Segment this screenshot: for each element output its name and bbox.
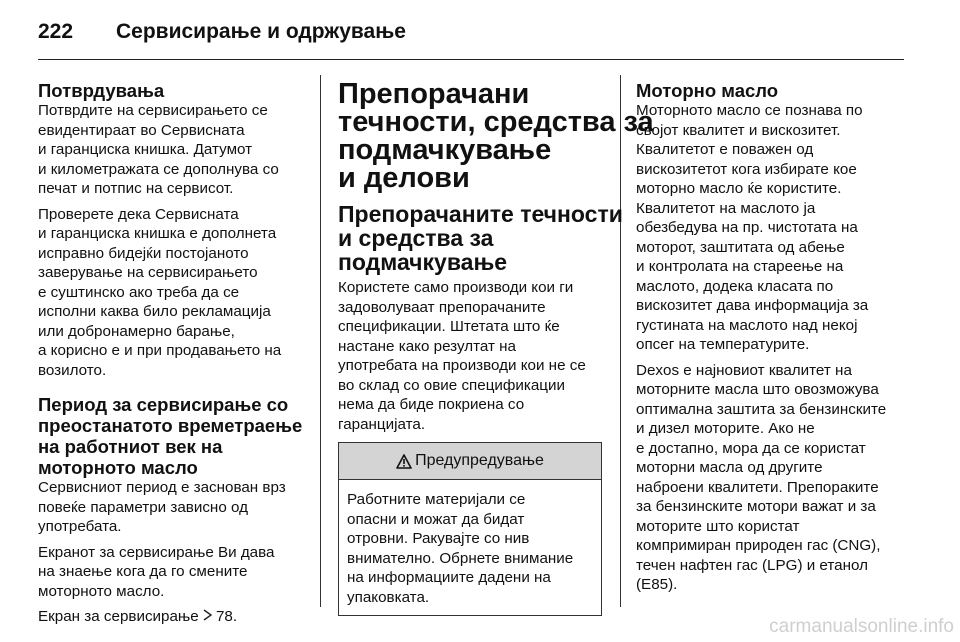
text-line: преостанатото времетраење xyxy=(38,415,303,436)
text-line: спецификации. Штетата што ќе xyxy=(338,318,560,335)
watermark: carmanualsonline.info xyxy=(769,616,954,637)
paragraph xyxy=(38,543,310,602)
text-line: и гаранциска книшка е дополнета xyxy=(38,225,277,242)
text-line: за бензинските мотори важат и за xyxy=(636,498,876,515)
text-line: и делови xyxy=(338,162,470,194)
text-line: возилото. xyxy=(38,361,107,379)
section-title-service-period xyxy=(38,394,310,478)
paragraph xyxy=(636,101,908,355)
text-line: исправно бидејќи постојаното xyxy=(38,244,249,262)
text-line: на работниот век на xyxy=(38,436,223,457)
text-line: моторот, заштитата од абење xyxy=(636,238,845,256)
text-line: моторното масло. xyxy=(38,582,165,600)
text-line: подмачкување xyxy=(338,134,552,166)
text-line: Користете само производи кои ги xyxy=(338,279,574,296)
text-line: маслото, додека класата по xyxy=(636,277,834,295)
reference-page-link[interactable]: 78. xyxy=(215,608,238,625)
paragraph xyxy=(38,205,310,381)
text-line: е достапно, мора да се користат xyxy=(636,439,866,457)
text-line: внимателно. Обрнете внимание xyxy=(347,549,574,567)
chapter-title: Сервисирање и одржување xyxy=(116,20,406,43)
text-line: настане како резултат на xyxy=(338,337,516,355)
text-line: Екранот за сервисирање Ви дава xyxy=(38,543,275,561)
header-rule xyxy=(38,59,904,60)
text-line: и средства за xyxy=(338,225,494,251)
text-line: Квалитетот на маслото ја xyxy=(636,199,816,217)
reference-text: Екран за сервисирање xyxy=(38,608,199,625)
reference-arrow-icon xyxy=(203,607,213,627)
warning-triangle-icon xyxy=(396,454,412,469)
text-line: евидентираат во Сервисната xyxy=(38,121,245,139)
text-line: Препорачани xyxy=(338,78,530,110)
column-divider xyxy=(320,75,321,607)
warning-title: Предупредување xyxy=(415,452,544,469)
text-line: е суштинско ако треба да се xyxy=(38,283,240,301)
text-line: течности, средства за xyxy=(338,106,654,138)
text-line: обезбедува на пр. чистотата на xyxy=(636,219,858,236)
text-line: или добронамерно барање, xyxy=(38,322,235,340)
text-line: Период за сервисирање со xyxy=(38,394,289,415)
column-right xyxy=(636,80,908,601)
text-line: опсег на температурите. xyxy=(636,336,810,353)
text-line: во склад со овие спецификации xyxy=(338,376,565,394)
text-line: својот квалитет и вискозитет. xyxy=(636,121,841,139)
text-line: и контролата на стареење на xyxy=(636,258,844,275)
text-line: наброени квалитети. Препораките xyxy=(636,478,879,496)
text-line: подмачкување xyxy=(338,249,508,275)
paragraph xyxy=(636,361,908,595)
text-line: (E85). xyxy=(636,576,678,593)
warning-box xyxy=(338,442,602,616)
text-line: употребата. xyxy=(38,518,122,535)
text-line: Квалитетот е поважен од xyxy=(636,141,814,158)
column-left xyxy=(38,80,310,633)
text-line: нема да биде покриена со xyxy=(338,396,525,413)
column-middle xyxy=(338,78,654,616)
warning-header xyxy=(339,443,601,480)
text-line: гаранцијата. xyxy=(338,415,426,433)
paragraph xyxy=(38,478,310,537)
warning-text xyxy=(347,490,593,607)
column-divider xyxy=(620,75,621,607)
text-line: Работните материјали се xyxy=(347,491,526,508)
text-line: моторното масло xyxy=(38,457,198,478)
text-line: Препорачаните течности xyxy=(338,201,623,227)
text-line: упаковката. xyxy=(347,588,430,606)
section-title-engine-oil: Моторно масло xyxy=(636,80,779,101)
text-line: на информациите дадени на xyxy=(347,569,551,586)
text-line: вискозитет дава информација за xyxy=(636,297,869,314)
subsection-title-fluids xyxy=(338,201,623,275)
text-line: вискозитетот кога избирате кое xyxy=(636,160,857,178)
text-line: повеќе параметри зависно од xyxy=(38,498,248,516)
text-line: на знаење кога да го смените xyxy=(38,563,248,580)
paragraph xyxy=(38,101,310,199)
text-line: исполни каква било рекламација xyxy=(38,303,271,320)
text-line: моторните масла што овозможува xyxy=(636,381,879,398)
text-line: моторите што користат xyxy=(636,517,800,535)
text-line: течен нафтен гас (LPG) и етанол xyxy=(636,556,868,574)
text-line: и километражата се дополнува со xyxy=(38,160,279,178)
text-line: и дизел моторите. Ако не xyxy=(636,420,815,437)
text-line: компримиран природен гас (CNG), xyxy=(636,537,881,554)
text-line: моторни масла од другите xyxy=(636,459,823,476)
text-line: отровни. Ракувајте со нив xyxy=(347,530,530,547)
text-line: заверување на сервисирањето xyxy=(38,264,258,281)
text-line: Моторното масло се познава по xyxy=(636,102,863,119)
section-title-recommended-fluids xyxy=(338,78,654,194)
paragraph-cross-reference xyxy=(38,607,310,627)
text-line: моторно масло ќе користите. xyxy=(636,180,842,197)
text-line: печат и потпис на сервисот. xyxy=(38,180,234,197)
text-line: опасни и можат да бидат xyxy=(347,510,525,528)
paragraph xyxy=(338,278,606,434)
text-line: Потврдите на сервисирањето се xyxy=(38,102,268,119)
page-number: 222 xyxy=(38,20,74,43)
text-line: задоволуваат препорачаните xyxy=(338,298,546,316)
text-line: Проверете дека Сервисната xyxy=(38,205,239,223)
section-title-confirmations: Потврдувања xyxy=(38,80,165,101)
warning-body xyxy=(339,480,601,615)
text-line: оптимална заштита за бензинските xyxy=(636,400,887,418)
text-line: Сервисниот период е заснован врз xyxy=(38,479,286,496)
text-line: Dexos е најновиот квалитет на xyxy=(636,361,852,379)
text-line: употребата на производи кои не се xyxy=(338,357,586,374)
text-line: и гаранциска книшка. Датумот xyxy=(38,141,253,158)
text-line: а корисно е и при продавањето на xyxy=(38,342,282,359)
text-line: густината на маслото над некој xyxy=(636,316,858,334)
